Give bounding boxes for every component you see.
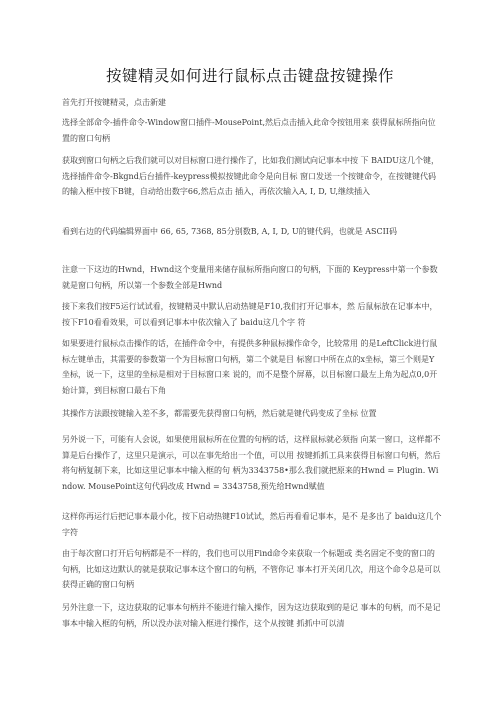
paragraph-4: 看到右边的代码编辑界面中 66, 65, 7368, 85分别数B, A, I, D, U的键代码，也就是 ASCII码 [62, 227, 397, 236]
paragraph-10: 这样你再运行后把记事本最小化，按下启动热键F10试试，然后再看看记事本，是不 是多出了 baidu这几个字符 [62, 512, 442, 537]
paragraph-5: 注意一下这边的Hwnd，Hwnd这个变量用来储存鼠标所指向窗口的句柄，下面的 Keypress中第一个参数就是窗口句柄，所以第一个参数全部是Hwnd [62, 265, 438, 290]
document-title: 按键精灵如何进行鼠标点击键盘按键操作 [105, 67, 394, 85]
paragraph-3: 获取到窗口句柄之后我们就可以对目标窗口进行操作了，比如我们测试向记事本中按 下 BAIDU这几个键，选择插件命令-Bkgnd后台插件-keypress模拟按键此命令是向目标 窗口发送一个按键命令，在按键键代码的输入框中按下B键，自动给出数字66,然后点击 插入，再依次输入A, I, D, U,继续插入 [62, 156, 440, 196]
paragraph-2: 选择全部命令-插件命令-Window窗口插件-MousePoint,然后点击插入此命令按钮用来 获得鼠标所指向位置的窗口句柄 [62, 118, 436, 143]
paragraph-12: 另外注意一下，这边获取的记事本句柄并不能进行输入操作，因为这边获取到的是记 事本的句柄，而不是记事本中输入框的句柄，所以没办法对输入框进行操作，这个从按键 抓抓中可以清 [62, 603, 441, 628]
paragraph-11: 由于每次窗口打开后句柄都是不一样的，我们也可以用Find命令来获取一个标题或 类名固定不变的窗口的句柄，比如这边默认的就是获取记事本这个窗口的句柄，不管你记 事本打开关闭几次，用这个命令总是可以获得正确的窗口句柄 [62, 549, 441, 589]
paragraph-6: 接下来我们按F5运行试试看，按键精灵中默认启动热键是F10,我们打开记事本，然 后鼠标放在记事本中，按下F10看看效果，可以看到记事本中依次输入了 baidu这几个字 符 [62, 302, 438, 327]
paragraph-9: 另外说一下，可能有人会说，如果使用鼠标所在位置的句柄的话，这样鼠标就必须指 向某一窗口，这样都不算是后台操作了，这里只是演示，可以在事先给出一个值，可以用 按键抓抓工具来获得目标窗口句柄，然后将句柄复制下来，比如这里记事本中输入框的句 柄为3343758•那么我们就把原来的Hwnd = Plugin. Window. MousePoint这句代码改成 Hwnd = 3343758,预先给Hwnd赋值 [62, 435, 441, 491]
paragraph-8: 其操作方法跟按键输入差不多，都需要先获得窗口句柄，然后就是键代码变成了坐标 位置 [62, 409, 377, 418]
paragraph-1: 首先打开按键精灵，点击新建 [62, 98, 166, 107]
paragraph-7: 如果要进行鼠标点击操作的话，在插件命令中，有提供多种鼠标操作命令，比较常用 的是LeftClick进行鼠标左键单击，其需要的参数第一个为目标窗口句柄，第二个就是目 标窗口中所在点的x坐标，第三个则是Y坐标，说一下，这里的坐标是相对于目标窗口来 说的，而不是整个屏幕，以目标窗口最左上角为起点0,0开始计算，到目标窗口最右下角 [62, 339, 438, 395]
